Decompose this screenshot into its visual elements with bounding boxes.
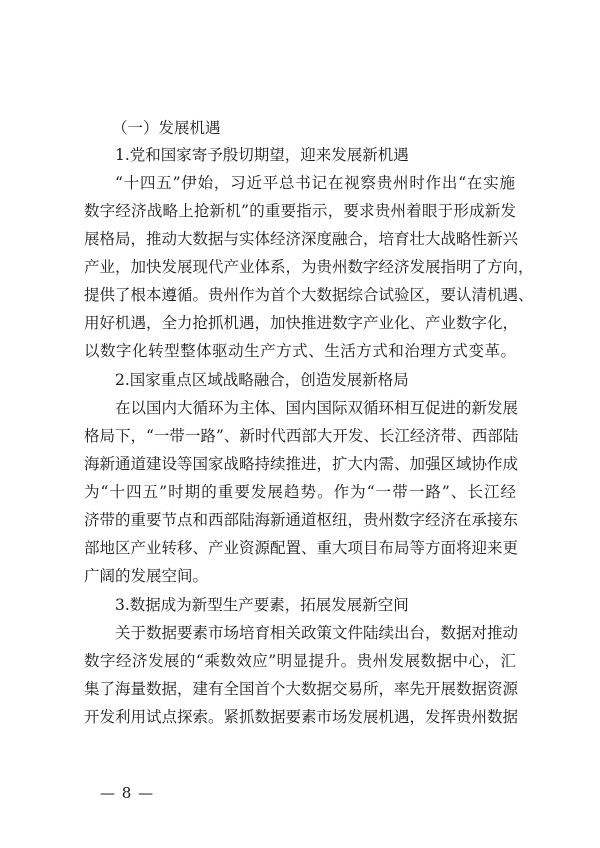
item-heading: 1.党和国家寄予殷切期望，迎来发展新机遇	[115, 146, 409, 164]
paragraph-line: 开发利用试点探索。紧抓数据要素市场发展机遇，发挥贵州数据	[84, 708, 519, 726]
paragraph-line: 产业，加快发展现代产业体系，为贵州数字经济发展指明了方向，	[84, 258, 534, 276]
paragraph-line: 用好机遇，全力抢抓机遇，加快推进数字产业化、产业数字化，	[84, 314, 519, 332]
paragraph-line: 展格局，推动大数据与实体经济深度融合，培育壮大战略性新兴	[84, 230, 519, 248]
page-number: — 8 —	[100, 784, 155, 802]
paragraph-line: 格局下，“一带一路”、新时代西部大开发、长江经济带、西部陆	[84, 427, 519, 445]
paragraph-line: 为“十四五”时期的重要发展趋势。作为“一带一路”、长江经	[84, 483, 516, 501]
paragraph-line: 在以国内大循环为主体、国内国际双循环相互促进的新发展	[115, 399, 519, 417]
paragraph-line: 提供了根本遵循。贵州作为首个大数据综合试验区，要认清机遇、	[84, 286, 534, 304]
paragraph-line: 关于数据要素市场培育相关政策文件陆续出台，数据对推动	[115, 624, 519, 642]
paragraph-line: 部地区产业转移、产业资源配置、重大项目布局等方面将迎来更	[84, 539, 519, 557]
paragraph-line: 集了海量数据，建有全国首个大数据交易所，率先开展数据资源	[84, 680, 519, 698]
item-heading: 2.国家重点区域战略融合，创造发展新格局	[115, 371, 409, 389]
paragraph-line: 济带的重要节点和西部陆海新通道枢纽，贵州数字经济在承接东	[84, 511, 519, 529]
item-heading: 3.数据成为新型生产要素，拓展发展新空间	[115, 596, 409, 614]
paragraph-line: 数字经济战略上抢新机”的重要指示，要求贵州着眼于形成新发	[84, 202, 516, 220]
section-heading: （一）发展机遇	[112, 119, 221, 137]
paragraph-line: 海新通道建设等国家战略持续推进，扩大内需、加强区域协作成	[84, 455, 519, 473]
paragraph-line: 以数字化转型整体驱动生产方式、生活方式和治理方式变革。	[84, 342, 516, 360]
paragraph-line: 数字经济发展的“乘数效应”明显提升。贵州发展数据中心，汇	[84, 652, 516, 670]
paragraph-line: “十四五”伊始，习近平总书记在视察贵州时作出“在实施	[115, 174, 515, 192]
paragraph-line: 广阔的发展空间。	[84, 567, 209, 585]
